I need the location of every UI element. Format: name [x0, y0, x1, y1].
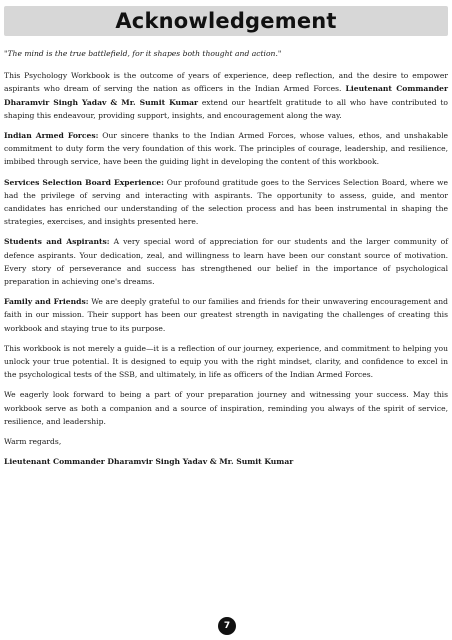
intro-paragraph — [4, 69, 448, 122]
section-text: Our profound gratitude goes to the Services Selection Board, where we had the privilege of serving and interacting with aspirants. The opportunity to assess, guide, and mentor candidates has enriched our understanding of the selection process and has been instrumental in shaping the strategies, exercises, and insights presented here. — [4, 177, 449, 227]
section-armed-forces — [4, 129, 448, 169]
intro-authors: Lieutenant Commander Dharamvir Singh Yadav & Mr. Sumit Kumar — [4, 84, 448, 107]
section-text: We are deeply grateful to our families and friends for their unwavering encouragement and faith in our mission. Their support has been our greatest strength in navigating the challenges of creating this workbook and staying true to its purpose. — [4, 297, 448, 333]
intro-text-2: extend our heartfelt gratitude to all who have contributed to shaping this endeavour, providing support, insights, and encouragement along the way. — [4, 97, 448, 120]
section-ssb-experience — [4, 176, 448, 229]
closing-paragraph: We eagerly look forward to being a part of your preparation journey and witnessing your success. May this workbook serve as both a companion and a source of inspiration, reminding you always of the spirit of service, resilience, and leadership. — [4, 390, 448, 426]
epigraph-quote: "The mind is the true battlefield, for it shapes both thought and action." — [4, 49, 282, 58]
acknowledgement-body — [4, 47, 448, 475]
section-text: A very special word of appreciation for our students and the larger community of defence aspirants. Your dedication, zeal, and willingness to learn have been our constant source of motivation. Every story of perseverance and success has strengthened our belief in the importance of psychological preparation in achieving one's dreams. — [4, 237, 448, 287]
closing-paragraph: This workbook is not merely a guide—it is a reflection of our journey, experience, and commitment to helping you unlock your true potential. It is designed to equip you with the right mindset, clarity, and confidence to excel in the psychological tests of the SSB, and ultimately, in life as officers of the Indian Armed Forces. — [4, 343, 448, 380]
section-text: Our sincere thanks to the Indian Armed Forces, whose values, ethos, and unshakable commitment to duty form the very foundation of this work. The principles of courage, leadership, and resilience, imbibed through service, have been the guiding light in developing the content of this workbook. — [4, 131, 448, 167]
section-students-aspirants — [4, 235, 448, 288]
section-heading: Services Selection Board Experience: — [4, 177, 164, 187]
page-number-badge: 7 — [218, 617, 236, 635]
section-heading: Students and Aspirants: — [4, 237, 110, 247]
title-banner — [4, 6, 448, 36]
intro-text-1: This Psychology Workbook is the outcome of years of experience, deep reflection, and the desire to empower aspirants who dream of serving the nation as officers in the Indian Armed Forces. — [4, 71, 448, 94]
section-family-friends — [4, 295, 448, 335]
section-heading: Indian Armed Forces: — [4, 131, 99, 141]
regards-line: Warm regards, — [4, 437, 62, 447]
signature-line: Lieutenant Commander Dharamvir Singh Yadav & Mr. Sumit Kumar — [4, 457, 294, 467]
page-title: Acknowledgement — [115, 9, 337, 33]
section-heading: Family and Friends: — [4, 297, 89, 307]
